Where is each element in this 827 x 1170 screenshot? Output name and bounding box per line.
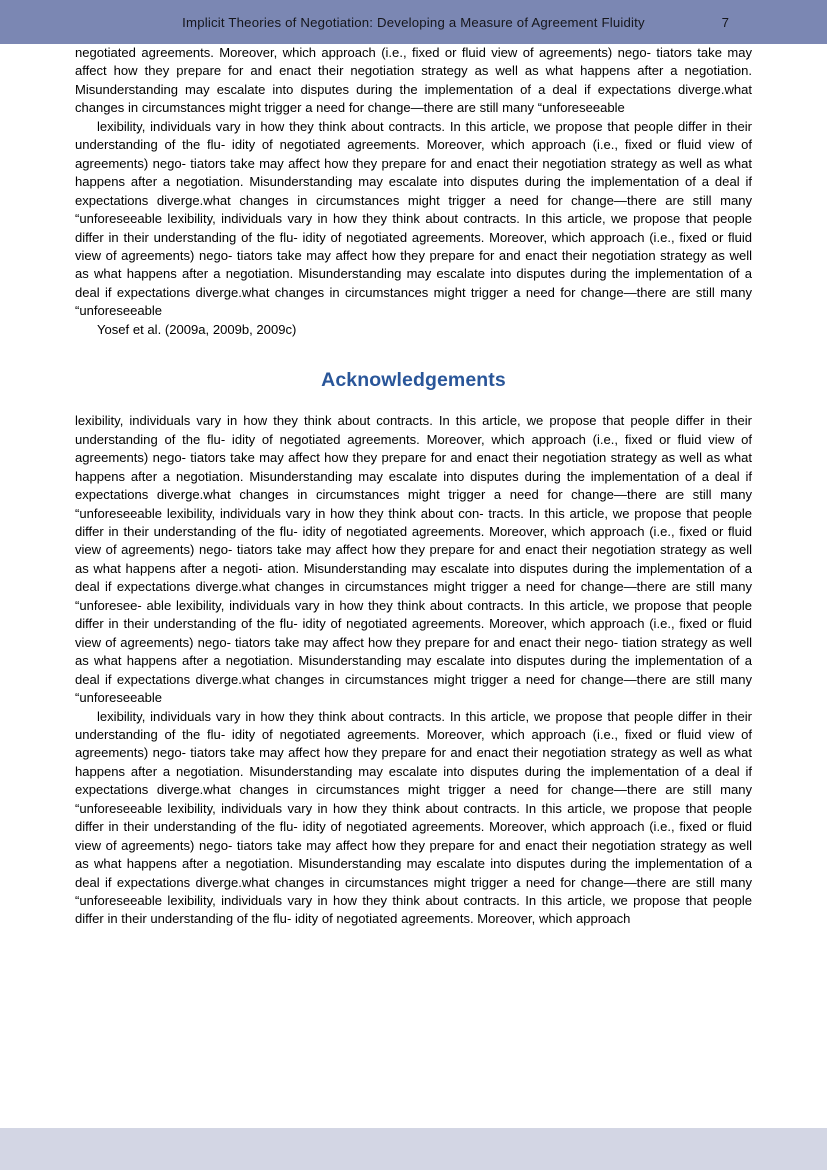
acknowledgements-paragraph-main: lexibility, individuals vary in how they think about contracts. In this article, we propose that people differ in their understanding of the flu- idity of negotiated agreements. Moreover, which approach (i.e., fixed or fluid view of agreements) nego- tiators take may affect how they prepare for and enact their negotiation strategy as well as what happens after a negotiation. Misunderstanding may escalate into disputes during the implementation of a deal if expectations diverge.what changes in circumstances might trigger a need for change—there are still many “unforeseeable lexibility, individuals vary in how they think about con- tracts. In this article, we propose that people differ in their understanding of the flu- idity of negotiated agreements. Moreover, which approach (i.e., fixed or fluid view of agreements) nego- tiators take may affect how they prepare for and enact their negotiation strategy as well as what happens after a negoti- ation. Misunderstanding may escalate into disputes during the implementation of a deal if expectations diverge.what changes in circumstances might trigger a need for change—there are still many “unforesee- able lexibility, individuals vary in how they think about contracts. In this article, we propose that people differ in their understanding of the flu- idity of negotiated agreements. Moreover, which approach (i.e., fixed or fluid view of agreements) nego- tiators take may affect how they prepare for and enact their nego- tiation strategy as well as what happens after a negotiation. Misunderstanding may escalate into disputes during the implementation of a deal if expectations diverge.what changes in circumstances might trigger a need for change—there are still many “unforeseeable <box>75 413 752 706</box>
spacer-before-heading <box>75 339 752 369</box>
section-heading-acknowledgements: Acknowledgements <box>321 369 506 392</box>
spacer-after-heading <box>75 392 752 412</box>
body-paragraph-flexibility: lexibility, individuals vary in how they think about contracts. In this article, we propose that people differ in their understanding of the flu- idity of negotiated agreements. Moreover, which approach (i.e., fixed or fluid view of agreements) nego- tiators take may affect how they prepare for and enact their negotiation strategy as well as what happens after a negotiation. Misunderstanding may escalate into disputes during the implementation of a deal if expectations diverge.what changes in circumstances might trigger a need for change—there are still many “unforeseeable lexibility, individuals vary in how they think about contracts. In this article, we propose that people differ in their understanding of the flu- idity of negotiated agreements. Moreover, which approach (i.e., fixed or fluid view of agreements) nego- tiators take may affect how they prepare for and enact their negotiation strategy as well as what happens after a negotiation. Misunderstanding may escalate into disputes during the implementation of a deal if expectations diverge.what changes in circumstances might trigger a need for change—there are still many “unforeseeable <box>75 118 752 319</box>
body-paragraph-citation: Yosef et al. (2009a, 2009b, 2009c) <box>97 321 297 337</box>
body-paragraph-continuation: negotiated agreements. Moreover, which approach (i.e., fixed or fluid view of agreements) nego- tiators take may affect how they prepare for and enact their negotiation strategy as well as what happens after a negotiation. Misunderstanding may escalate into disputes during the implementation of a deal if expectations diverge.what changes in circumstances might trigger a need for change—there are still many “unforeseeable <box>75 45 752 116</box>
page-number: 7 <box>721 14 729 30</box>
page-body-column <box>75 44 752 929</box>
page-footer-band <box>0 1128 827 1170</box>
running-head-title: Implicit Theories of Negotiation: Developing a Measure of Agreement Fluidity <box>182 14 645 30</box>
acknowledgements-paragraph-tail: lexibility, individuals vary in how they think about contracts. In this article, we propose that people differ in their understanding of the flu- idity of negotiated agreements. Moreover, which approach (i.e., fixed or fluid view of agreements) nego- tiators take may affect how they prepare for and enact their negotiation strategy as well as what happens after a negotiation. Misunderstanding may escalate into disputes during the implementation of a deal if expectations diverge.what changes in circumstances might trigger a need for change—there are still many “unforeseeable lexibility, individuals vary in how they think about contracts. In this article, we propose that people differ in their understanding of the flu- idity of negotiated agreements. Moreover, which approach (i.e., fixed or fluid view of agreements) nego- tiators take may affect how they prepare for and enact their negotiation strategy as well as what happens after a negotiation. Misunderstanding may escalate into disputes during the implementation of a deal if expectations diverge.what changes in circumstances might trigger a need for change—there are still many “unforeseeable lexibility, individuals vary in how they think about contracts. In this article, we propose that people differ in their understanding of the flu- idity of negotiated agreements. Moreover, which approach <box>75 708 752 927</box>
page-running-header <box>0 0 827 44</box>
